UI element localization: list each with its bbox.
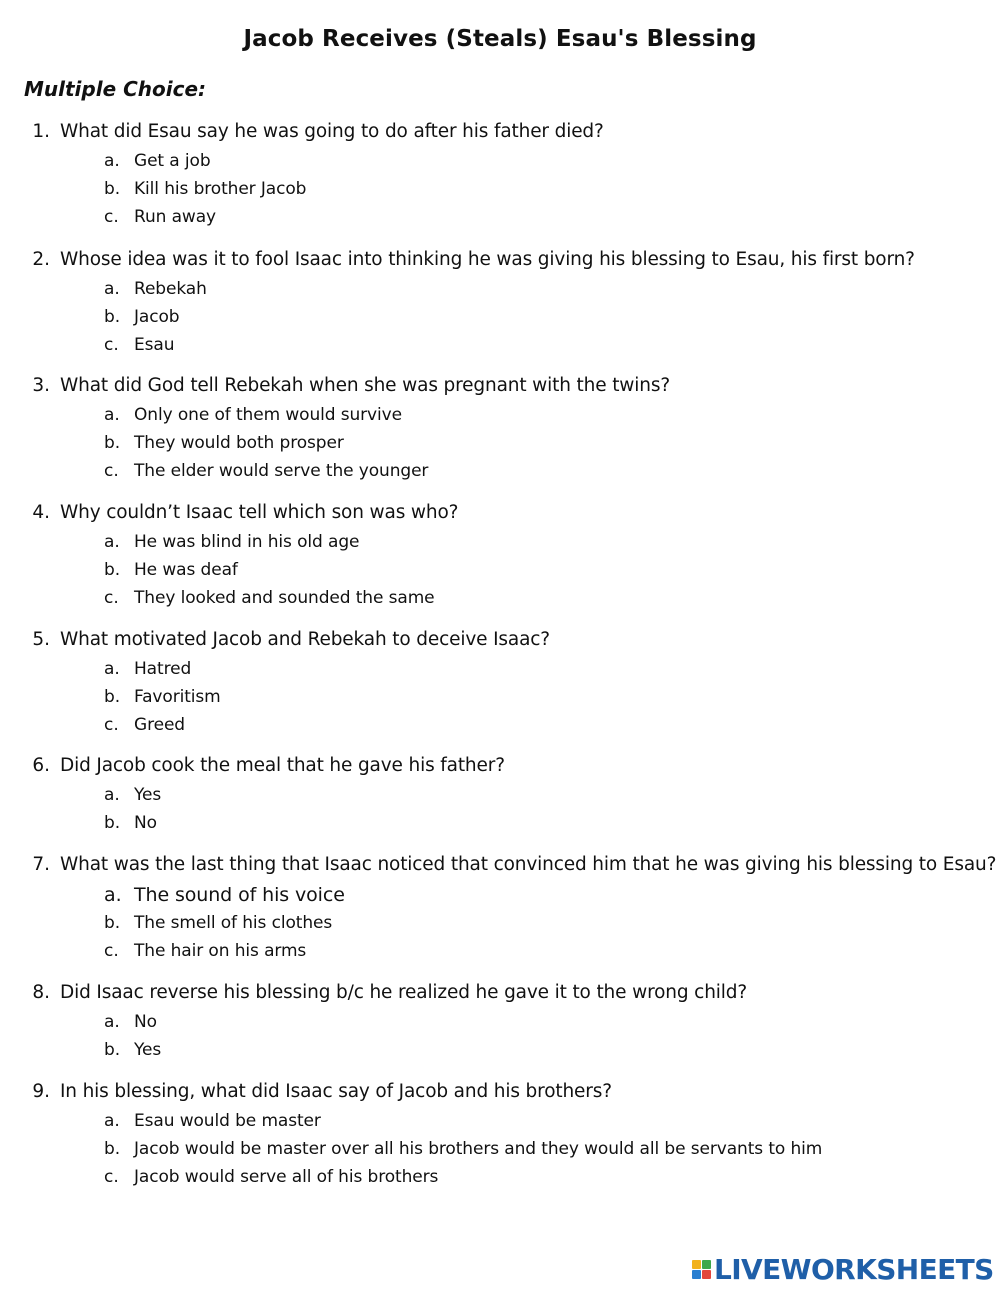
answer-option[interactable] <box>0 279 1000 307</box>
question-5 <box>0 629 1000 744</box>
question-2 <box>0 249 1000 364</box>
option-text: They would both prosper <box>134 433 344 454</box>
option-letter: b. <box>104 560 121 581</box>
option-text: No <box>134 1012 157 1032</box>
option-letter: c. <box>104 461 119 482</box>
question-text: Did Isaac reverse his blessing b/c he realized he gave it to the wrong child? <box>60 982 748 1003</box>
question-line <box>0 502 1000 532</box>
answer-option[interactable] <box>0 941 1000 969</box>
question-1 <box>0 121 1000 236</box>
option-letter: b. <box>104 1040 121 1061</box>
option-text: Esau <box>134 335 175 356</box>
answer-option[interactable] <box>0 1139 1000 1167</box>
answer-option[interactable] <box>0 207 1000 235</box>
question-number: 1. <box>32 121 50 142</box>
liveworksheets-logo-text: LIVEWORKSHEETS <box>714 1252 994 1286</box>
option-text: Jacob <box>134 307 180 328</box>
option-letter: c. <box>104 715 119 736</box>
option-text: Kill his brother Jacob <box>134 179 307 200</box>
option-letter: b. <box>104 433 121 454</box>
question-line <box>0 121 1000 151</box>
question-line <box>0 375 1000 405</box>
answer-option[interactable] <box>0 1167 1000 1195</box>
option-text: The sound of his voice <box>134 884 345 906</box>
answer-option[interactable] <box>0 560 1000 588</box>
question-number: 7. <box>32 854 50 875</box>
question-line <box>0 755 1000 785</box>
answer-option[interactable] <box>0 335 1000 363</box>
option-letter: a. <box>104 659 120 679</box>
option-text: Jacob would be master over all his brothers and they would all be servants to him <box>134 1139 823 1160</box>
logo-square <box>692 1260 701 1269</box>
option-letter: b. <box>104 813 121 834</box>
answer-option[interactable] <box>0 1111 1000 1139</box>
option-text: He was blind in his old age <box>134 532 360 552</box>
option-letter: b. <box>104 307 121 328</box>
option-letter: a. <box>104 884 122 906</box>
question-text: What did Esau say he was going to do after his father died? <box>60 121 604 142</box>
option-letter: a. <box>104 279 120 299</box>
option-letter: a. <box>104 405 120 425</box>
question-text: Whose idea was it to fool Isaac into thinking he was giving his blessing to Esau, his first born? <box>60 249 915 270</box>
question-9 <box>0 1081 1000 1196</box>
question-number: 9. <box>32 1081 50 1102</box>
answer-option[interactable] <box>0 715 1000 743</box>
question-line <box>0 854 1000 884</box>
logo-square <box>702 1270 711 1279</box>
answer-option[interactable] <box>0 785 1000 813</box>
option-letter: a. <box>104 1111 120 1131</box>
option-letter: c. <box>104 207 119 228</box>
option-text: The smell of his clothes <box>134 913 333 933</box>
answer-option[interactable] <box>0 1012 1000 1040</box>
option-letter: a. <box>104 532 120 552</box>
question-number: 3. <box>32 375 50 396</box>
answer-option[interactable] <box>0 588 1000 616</box>
option-letter: c. <box>104 941 119 962</box>
question-number: 5. <box>32 629 50 650</box>
logo-square <box>702 1260 711 1269</box>
option-text: Favoritism <box>134 687 221 708</box>
question-8 <box>0 982 1000 1068</box>
answer-option[interactable] <box>0 659 1000 687</box>
answer-option[interactable] <box>0 687 1000 715</box>
option-text: No <box>134 813 157 834</box>
section-heading: Multiple Choice: <box>24 77 207 101</box>
question-number: 8. <box>32 982 50 1003</box>
question-line <box>0 249 1000 279</box>
option-text: Run away <box>134 207 217 228</box>
answer-option[interactable] <box>0 532 1000 560</box>
option-text: Greed <box>134 715 185 736</box>
question-line <box>0 982 1000 1012</box>
option-text: He was deaf <box>134 560 238 581</box>
question-7 <box>0 854 1000 969</box>
liveworksheets-logo-icon <box>692 1260 711 1279</box>
option-text: Get a job <box>134 151 211 171</box>
answer-option[interactable] <box>0 307 1000 335</box>
option-text: Hatred <box>134 659 192 679</box>
question-text: What did God tell Rebekah when she was pregnant with the twins? <box>60 375 671 396</box>
option-text: The hair on his arms <box>134 941 307 962</box>
option-letter: b. <box>104 913 121 933</box>
answer-option[interactable] <box>0 913 1000 941</box>
question-6 <box>0 755 1000 841</box>
liveworksheets-logo[interactable] <box>692 1252 994 1286</box>
answer-option[interactable] <box>0 151 1000 179</box>
question-text: In his blessing, what did Isaac say of Jacob and his brothers? <box>60 1081 612 1102</box>
question-text: Why couldn’t Isaac tell which son was who? <box>60 502 459 523</box>
option-letter: b. <box>104 687 121 708</box>
option-text: Esau would be master <box>134 1111 321 1131</box>
option-letter: a. <box>104 151 120 171</box>
question-line <box>0 1081 1000 1111</box>
question-text: What was the last thing that Isaac noticed that convinced him that he was giving his blessing to Esau? <box>60 854 997 875</box>
answer-option[interactable] <box>0 433 1000 461</box>
option-letter: c. <box>104 335 119 356</box>
option-letter: b. <box>104 179 121 200</box>
question-number: 4. <box>32 502 50 523</box>
answer-option[interactable] <box>0 813 1000 841</box>
question-number: 6. <box>32 755 50 776</box>
option-text: They looked and sounded the same <box>134 588 435 609</box>
option-text: Jacob would serve all of his brothers <box>134 1167 439 1188</box>
option-letter: c. <box>104 1167 119 1188</box>
answer-option[interactable] <box>0 1040 1000 1068</box>
option-text: Only one of them would survive <box>134 405 402 425</box>
worksheet-title: Jacob Receives (Steals) Esau's Blessing <box>243 26 757 52</box>
answer-option[interactable] <box>0 884 1000 913</box>
answer-option[interactable] <box>0 461 1000 489</box>
question-line <box>0 629 1000 659</box>
answer-option[interactable] <box>0 179 1000 207</box>
option-letter: c. <box>104 588 119 609</box>
option-letter: a. <box>104 785 120 805</box>
option-text: The elder would serve the younger <box>134 461 429 482</box>
answer-option[interactable] <box>0 405 1000 433</box>
question-number: 2. <box>32 249 50 270</box>
option-text: Rebekah <box>134 279 207 299</box>
question-text: What motivated Jacob and Rebekah to deceive Isaac? <box>60 629 550 650</box>
option-text: Yes <box>134 785 162 805</box>
option-letter: b. <box>104 1139 121 1160</box>
option-text: Yes <box>134 1040 162 1061</box>
logo-square <box>692 1270 701 1279</box>
question-text: Did Jacob cook the meal that he gave his father? <box>60 755 505 776</box>
question-3 <box>0 375 1000 490</box>
option-letter: a. <box>104 1012 120 1032</box>
question-4 <box>0 502 1000 617</box>
